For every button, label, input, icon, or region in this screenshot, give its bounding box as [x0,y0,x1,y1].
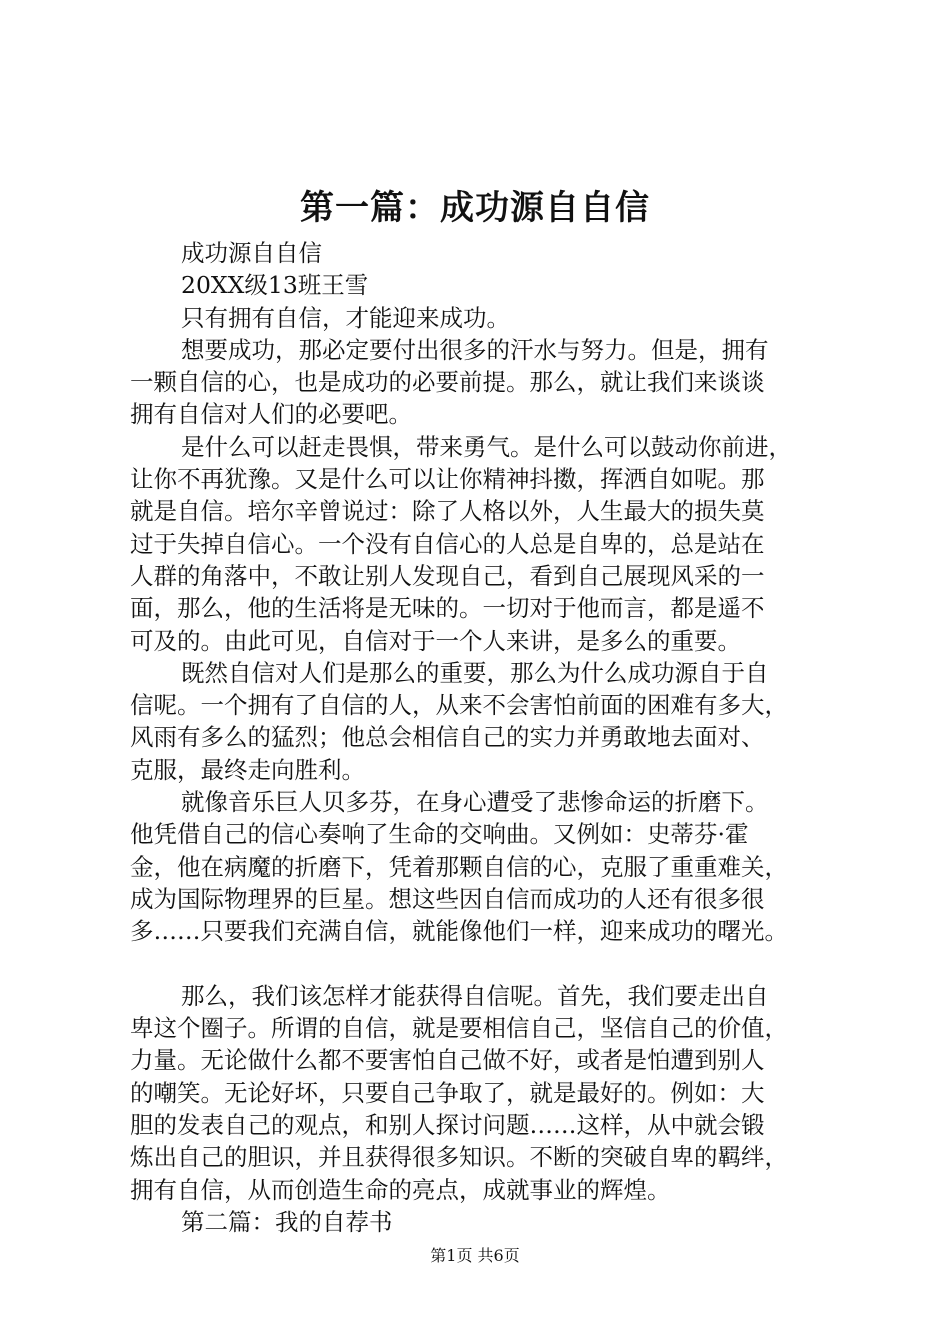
text-line: 让你不再犹豫。又是什么可以让你精神抖擞，挥洒自如呢。那 [130,465,765,494]
text-line: 那么，我们该怎样才能获得自信呢。首先，我们要走出自 [181,981,769,1010]
text-line: 可及的。由此可见，自信对于一个人来讲，是多么的重要。 [130,626,741,655]
text-line: 金，他在病魔的折磨下，凭着那颗自信的心，克服了重重难关， [130,852,788,881]
text-line: 想要成功，那必定要付出很多的汗水与努力。但是，拥有 [181,335,769,364]
text-line: 只有拥有自信，才能迎来成功。 [181,303,510,332]
text-line: 拥有自信对人们的必要吧。 [130,400,412,429]
text-line: 过于失掉自信心。一个没有自信心的人总是自卑的，总是站在 [130,529,765,558]
text-line: 的嘲笑。无论好坏，只要自己争取了，就是最好的。例如：大 [130,1078,765,1107]
text-line: 一颗自信的心，也是成功的必要前提。那么，就让我们来谈谈 [130,368,765,397]
text-line: 风雨有多么的猛烈；他总会相信自己的实力并勇敢地去面对、 [130,723,765,752]
text-line: 是什么可以赶走畏惧，带来勇气。是什么可以鼓动你前进， [181,432,792,461]
text-line: 力量。无论做什么都不要害怕自己做不好，或者是怕遭到别人 [130,1046,765,1075]
page-footer: 第1页 共6页 [430,1246,520,1265]
text-line: 就像音乐巨人贝多芬，在身心遭受了悲惨命运的折磨下。 [181,788,769,817]
text-line: 胆的发表自己的观点，和别人探讨问题……这样，从中就会锻 [130,1111,765,1140]
text-line: 多……只要我们充满自信，就能像他们一样，迎来成功的曙光。 [130,917,788,946]
text-line: 炼出自己的胆识，并且获得很多知识。不断的突破自卑的羁绊， [130,1143,788,1172]
text-line: 成为国际物理界的巨星。想这些因自信而成功的人还有很多很 [130,884,765,913]
text-line: 他凭借自己的信心奏响了生命的交响曲。又例如：史蒂芬·霍 [130,820,749,849]
text-line: 成功源自自信 [181,239,322,267]
document-title: 第一篇：成功源自自信 [300,188,650,228]
blank-line [130,948,850,980]
text-line: 拥有自信，从而创造生命的亮点，成就事业的辉煌。 [130,1175,671,1204]
document-body [130,237,850,1238]
text-line: 人群的角落中，不敢让别人发现自己，看到自己展现风采的一 [130,561,765,590]
text-line: 克服，最终走向胜利。 [130,755,365,784]
text-line: 信呢。一个拥有了自信的人，从来不会害怕前面的困难有多大， [130,691,788,720]
text-line: 面，那么，他的生活将是无味的。一切对于他而言，都是遥不 [130,594,765,623]
text-line: 第二篇：我的自荐书 [181,1207,393,1236]
text-line: 20XX级13班王雪 [181,271,369,300]
text-line: 卑这个圈子。所谓的自信，就是要相信自己，坚信自己的价值， [130,1014,788,1043]
text-line: 就是自信。培尔辛曾说过：除了人格以外，人生最大的损失莫 [130,497,765,526]
text-line: 既然自信对人们是那么的重要，那么为什么成功源自于自 [181,658,769,687]
